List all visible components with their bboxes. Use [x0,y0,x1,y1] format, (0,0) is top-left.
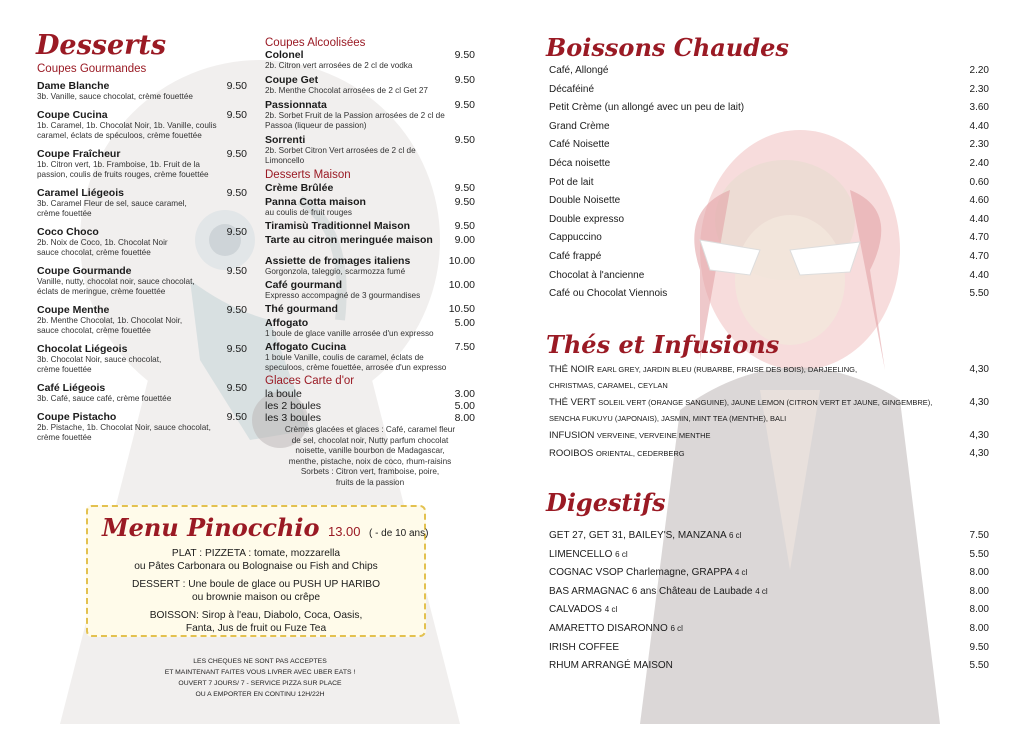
menu-item-name: Café gourmand [265,279,343,291]
tea-row [549,362,989,394]
footer-note-line: OU A EMPORTER EN CONTINU 12H/22H [195,691,325,698]
digestif-price: 8.00 [969,604,989,616]
digestif-price: 8.00 [969,585,989,597]
menu-pinocchio-age: ( - de 10 ans) [368,528,429,539]
hot-drink-row [549,231,989,245]
menu-pinocchio-price: 13.00 [327,524,361,539]
menu-item-name: Coupe Cucina [37,109,108,121]
digestif-row [549,529,989,543]
glace-item-name: les 3 boules [265,412,322,424]
menu-item-name: Passionnata [265,99,327,111]
menu-item-description: 2b. Menthe Chocolat arrosées de 2 cl Get 27 [265,86,428,95]
hot-drink-name: Double expresso [549,213,625,225]
hot-drink-price: 4.40 [969,213,989,225]
hot-drink-name: Café, Allongé [549,65,609,76]
tea-name: THÉ NOIR [549,364,595,375]
menu-item-price: 9.50 [226,226,247,238]
glace-item-price: 5.00 [454,400,475,412]
hot-drink-name: Café frappé [549,251,602,262]
menu-item-description: 2b. Sorbet Citron Vert arrosées de 2 cl de [265,146,416,155]
pinocchio-dessert-line: DESSERT : Une boule de glace ou PUSH UP HARIBO [131,579,381,590]
hot-drink-name: Chocolat à l'ancienne [549,269,645,281]
menu-item-description: 1b. Citron vert, 1b. Framboise, 1b. Fruit de la [37,160,200,169]
menu-item-name: Affogato Cucina [265,341,347,353]
digestif-name: IRISH COFFEE [549,641,620,653]
tea-price: 4,30 [969,364,989,375]
menu-item-name: Coupe Menthe [37,304,110,316]
footer-note-line: ET MAINTENANT FAITES VOUS LIVRER AVEC UBER EATS ! [164,669,356,676]
menu-item-price: 9.50 [226,411,247,423]
hot-drink-name: Café Noisette [549,139,610,151]
hot-drink-price: 2.40 [969,158,989,169]
menu-item-price: 10.50 [448,303,475,315]
tea-name: THÉ VERT [549,397,596,408]
tea-detail-2: CHRISTMAS, CARAMEL, CEYLAN [549,381,668,390]
menu-item-description: sauce chocolat, crème fouettée [37,326,151,335]
hot-drink-price: 4.70 [969,232,989,244]
menu-item-price: 9.50 [454,74,475,86]
menu-item-description: crème fouettée [37,209,92,218]
glaces-note-line: menthe, pistache, noix de coco, rhum-raisins [288,456,452,466]
menu-item-description: 3b. Chocolat Noir, sauce chocolat, [37,355,162,364]
tea-name: INFUSION [549,430,595,441]
digestif-name: COGNAC VSOP Charlemagne, GRAPPA [549,567,733,579]
hot-drink-price: 5.50 [969,288,989,300]
digestif-size: 4 cl [734,568,748,578]
menu-item-description: au coulis de fruit rouges [265,208,352,217]
coupes-alcoolisees-title: Coupes Alcoolisées [265,37,366,49]
tea-price: 4,30 [969,430,989,441]
menu-item-description: 3b. Caramel Fleur de sel, sauce caramel, [37,199,187,208]
tea-price: 4,30 [969,448,989,459]
hot-drink-price: 4.40 [969,120,989,132]
glace-item-price: 8.00 [454,412,475,424]
menu-item-price: 9.50 [226,148,247,160]
digestif-size: 4 cl [755,586,768,596]
hot-drink-row [549,138,989,152]
menu-item-description: 3b. Café, sauce café, crème fouettée [37,394,172,403]
digestif-name: CALVADOS [549,604,602,616]
hot-drink-name: Cappuccino [549,232,602,244]
menu-item-name: Café Liégeois [37,382,106,394]
hot-drink-name: Décaféiné [549,83,595,95]
menu-item-price: 9.50 [226,382,247,394]
digestif-row [549,548,989,562]
digestif-name: AMARETTO DISARONNO [549,623,668,634]
glaces-note-line: de sel, chocolat noir, Nutty parfum chocolat [291,435,449,445]
menu-item-description: 2b. Pistache, 1b. Chocolat Noir, sauce chocolat, [37,423,211,432]
menu-item-name: Tiramisù Traditionnel Maison [265,220,411,232]
hot-drink-price: 2.30 [969,139,989,151]
tea-row [549,395,989,427]
tea-name: ROOIBOS [549,448,594,459]
menu-item-description: 1 boule Vanille, coulis de caramel, éclats de [265,353,424,362]
menu-item-name: Coupe Get [265,74,319,86]
menu-item-description: Passoa (liqueur de passion) [265,121,367,130]
menu-item-name: Panna Cotta maison [265,196,366,208]
hot-drink-price: 4.70 [969,251,989,262]
tea-row [549,428,989,444]
digestifs-title: Digestifs [546,488,666,517]
digestif-price: 5.50 [969,548,989,560]
hot-drink-row [549,157,989,171]
menu-item-name: Sorrenti [265,134,306,146]
digestif-size: 6 cl [670,624,683,633]
menu-item-name: Coupe Fraîcheur [37,148,121,160]
menu-item-description: 1 boule de glace vanille arrosée d'un expresso [265,329,434,338]
menu-item-price: 9.50 [226,80,247,92]
digestif-name: RHUM ARRANGÉ MAISON [549,660,673,672]
digestif-size: 6 cl [728,531,742,540]
hot-drink-row [549,250,989,264]
hot-drink-row [549,83,989,97]
menu-item-description: Limoncello [265,156,305,165]
glaces-note-line: fruits de la passion [335,477,405,487]
menu-item-price: 9.50 [226,343,247,355]
tea-detail: VERVEINE, VERVEINE MENTHE [597,431,711,440]
pinocchio-boisson-line-2: Fanta, Jus de fruit ou Fuze Tea [185,623,327,634]
glaces-note-line: Sorbets : Citron vert, framboise, poire, [300,467,440,476]
digestif-price: 8.00 [969,567,989,579]
menu-item-description: 2b. Noix de Coco, 1b. Chocolat Noir [37,238,168,247]
menu-item-description: 2b. Citron vert arrosées de 2 cl de vodka [265,61,413,70]
glace-item-name: la boule [265,388,302,400]
hot-drink-row [549,287,989,301]
menu-item-name: Thé gourmand [265,303,338,315]
hot-drink-price: 4.60 [969,195,989,207]
tea-detail: ORIENTAL, CEDERBERG [595,449,685,458]
menu-item-description: Expresso accompagné de 3 gourmandises [265,291,421,300]
menu-item-name: Coupe Pistacho [37,411,117,423]
menu-item-price: 9.50 [226,265,247,277]
tea-line [549,362,989,378]
digestif-row [549,566,989,580]
menu-item-price: 9.50 [454,220,475,232]
menu-item-name: Dame Blanche [37,80,110,92]
menu-item-description: crème fouettée [37,365,92,374]
hot-drink-row [549,120,989,134]
menu-item-description: Vanille, nutty, chocolat noir, sauce chocolat, [37,277,195,286]
hot-drink-name: Café ou Chocolat Viennois [549,288,668,300]
hot-drink-row [549,269,989,283]
tea-detail: EARL GREY, JARDIN BLEU (RUBARBE, FRAISE DES BOIS), DARJEELING, [597,365,858,374]
digestif-row [549,603,989,617]
menu-item-name: Coco Choco [37,226,99,238]
menu-item-price: 9.50 [226,187,247,199]
menu-item-description: speculoos, crème fouettée, arrosée d'un expresso [265,363,447,372]
hot-drink-price: 2.30 [969,83,989,95]
pinocchio-plat-line-2: ou Pâtes Carbonara ou Bolognaise ou Fish and Chips [134,561,378,572]
menu-item-price: 9.50 [226,304,247,316]
menu-item-name: Colonel [265,49,304,61]
digestif-name: LIMENCELLO [549,548,613,560]
glace-item-price: 3.00 [454,388,475,400]
digestif-price: 5.50 [969,660,989,672]
menu-item-description: Gorgonzola, taleggio, scarmozza fumé [265,267,406,276]
menu-pinocchio-title: Menu Pinocchio [102,513,320,542]
menu-item-description: crème fouettée [37,433,92,442]
menu-item-name: Crème Brûlée [265,182,334,194]
hot-drink-row [549,176,989,190]
menu-item-name: Coupe Gourmande [37,265,132,277]
glaces-note-line: Crèmes glacées et glaces : Café, caramel fleur [284,425,456,434]
menu-item-description: 3b. Vanille, sauce chocolat, crème fouettée [37,92,193,101]
hot-drink-row [549,101,989,115]
menu-item-description: 2b. Menthe Chocolat, 1b. Chocolat Noir, [37,316,183,325]
digestif-row [549,585,989,599]
digestif-name: GET 27, GET 31, BAILEY'S, MANZANA [549,530,727,541]
thes-title: Thés et Infusions [546,330,780,359]
hot-drink-row [549,213,989,227]
hot-drink-name: Petit Crème (un allongé avec un peu de lait) [549,102,745,114]
digestif-price: 7.50 [969,530,989,541]
pinocchio-dessert-line-2: ou brownie maison ou crêpe [192,592,320,603]
tea-line [549,395,989,411]
menu-item-price: 9.50 [454,99,475,111]
glaces-title: Glaces Carte d'or [265,375,355,387]
tea-line [549,428,989,444]
menu-item-name: Tarte au citron meringuée maison [265,234,433,246]
desserts-maison-title: Desserts Maison [265,169,351,181]
hot-drink-price: 2.20 [969,65,989,76]
glaces-note-line: noisette, vanille bourbon de Madagascar, [295,446,445,455]
footer-note [130,656,390,700]
hot-drink-price: 4.40 [969,269,989,281]
digestif-row [549,659,989,673]
desserts-title: Desserts [36,30,167,61]
menu-item-name: Affogato [265,317,309,329]
menu-item-price: 9.50 [454,196,475,208]
footer-note-line: LES CHEQUES NE SONT PAS ACCEPTES [193,658,327,665]
menu-item-description: 2b. Sorbet Fruit de la Passion arrosées de 2 cl de [265,111,445,120]
tea-line [549,446,989,462]
hot-drink-name: Pot de lait [549,176,594,188]
menu-item-description: caramel, éclats de spéculoos, crème fouettée [37,131,202,140]
menu-item-description: éclats de meringue, crème fouettée [37,287,166,296]
footer-note-line: OUVERT 7 JOURS/ 7 - SERVICE PIZZA SUR PLACE [178,680,342,687]
tea-row [549,446,989,462]
menu-item-price: 5.00 [454,317,475,329]
hot-drink-price: 0.60 [969,176,989,188]
pinocchio-plat-line: PLAT : PIZZETA : tomate, mozzarella [171,548,341,559]
glaces-note [260,425,480,488]
coupes-gourmandes-subtitle: Coupes Gourmandes [37,63,147,75]
digestif-row [549,622,989,636]
menu-item-name: Chocolat Liégeois [37,343,128,355]
menu-item-price: 10.00 [448,255,475,267]
menu-item-name: Caramel Liégeois [37,187,124,199]
tea-price: 4,30 [969,397,989,408]
pinocchio-boisson-line: BOISSON: Sirop à l'eau, Diabolo, Coca, Oasis, [149,610,363,621]
menu-item-price: 9.50 [226,109,247,121]
digestif-price: 9.50 [969,641,989,653]
hot-drink-name: Double Noisette [549,195,621,207]
hot-drink-name: Déca noisette [549,158,611,169]
glace-item-name: les 2 boules [265,400,322,412]
digestif-name: BAS ARMAGNAC 6 ans Château de Laubade [549,585,753,597]
menu-item-price: 7.50 [454,341,475,353]
digestif-price: 8.00 [969,623,989,634]
hot-drink-row [549,64,989,78]
digestif-row [549,641,989,655]
tea-detail-2: SENCHA FUKUYU (JAPONAIS), JASMIN, MINT TEA (MENTHE), BALI [549,414,787,423]
tea-detail: SOLEIL VERT (ORANGE SANGUINE), JAUNE LEMON (CITRON VERT ET JAUNE, GINGEMBRE), [598,398,933,407]
menu-item-description: sauce chocolat, crème fouettée [37,248,151,257]
menu-pinocchio-box [86,505,429,637]
boissons-chaudes-title: Boissons Chaudes [546,33,789,62]
hot-drink-price: 3.60 [969,102,989,114]
menu-item-price: 9.50 [454,182,475,194]
digestif-size: 4 cl [604,605,618,615]
menu-item-price: 9.50 [454,134,475,146]
menu-item-price: 10.00 [448,279,475,291]
menu-item-price: 9.00 [454,234,475,246]
menu-item-description: passion, coulis de fruits rouges, crème fouettée [37,170,209,179]
menu-item-description: 1b. Caramel, 1b. Chocolat Noir, 1b. Vanille, coulis [37,121,217,130]
menu-item-price: 9.50 [454,49,475,61]
hot-drink-name: Grand Crème [549,120,610,132]
digestif-size: 6 cl [615,549,628,559]
hot-drink-row [549,194,989,208]
menu-item-name: Assiette de fromages italiens [265,255,411,267]
